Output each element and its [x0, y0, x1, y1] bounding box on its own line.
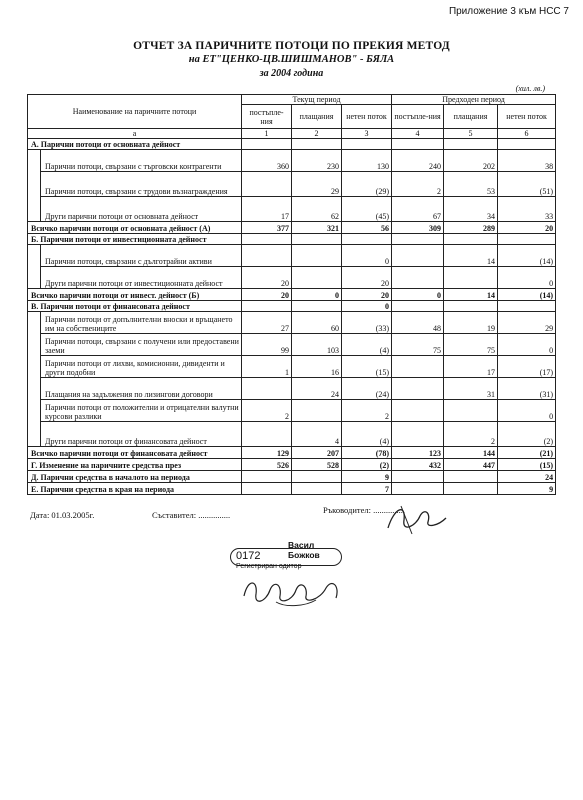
value-cell: 24	[292, 378, 342, 400]
value-cell: 2	[342, 400, 392, 422]
value-cell: (24)	[342, 378, 392, 400]
value-cell: 20	[242, 289, 292, 301]
value-cell: 20	[498, 222, 556, 234]
value-cell: (51)	[498, 172, 556, 197]
header-previous-period: Предходен период	[392, 95, 556, 105]
header-net-current: нетен поток	[342, 105, 392, 129]
row-indent	[28, 378, 41, 400]
value-cell: 289	[444, 222, 498, 234]
value-cell: 2	[242, 400, 292, 422]
header-inflows-previous: постъпле-ния	[392, 105, 444, 129]
value-cell: 29	[498, 312, 556, 334]
value-cell	[242, 471, 292, 483]
row-indent	[28, 197, 41, 222]
value-cell: (15)	[498, 459, 556, 471]
value-cell	[444, 139, 498, 150]
compiler-signature-line: Съставител: ...............	[152, 510, 231, 520]
value-cell: 60	[292, 312, 342, 334]
value-cell: 0	[392, 289, 444, 301]
row-label: Всичко парични потоци от финансовата дейност	[28, 447, 242, 459]
table-row	[28, 222, 556, 234]
row-label: Парични потоци, свързани с получени или предоставени заеми	[41, 334, 242, 356]
value-cell: 144	[444, 447, 498, 459]
value-cell: 377	[242, 222, 292, 234]
value-cell: 67	[392, 197, 444, 222]
value-cell: 34	[444, 197, 498, 222]
value-cell: (14)	[498, 245, 556, 267]
value-cell	[292, 267, 342, 289]
value-cell	[392, 400, 444, 422]
col-number: 4	[392, 129, 444, 139]
units-label: (хил. лв.)	[515, 84, 545, 93]
value-cell: 2	[392, 172, 444, 197]
value-cell: 0	[292, 289, 342, 301]
value-cell	[498, 234, 556, 245]
table-row	[28, 483, 556, 495]
row-label: Други парични потоци от основната дейност	[41, 197, 242, 222]
value-cell: 321	[292, 222, 342, 234]
row-label: Парични потоци, свързани с търговски контрагенти	[41, 150, 242, 172]
value-cell: (78)	[342, 447, 392, 459]
value-cell: 48	[392, 312, 444, 334]
value-cell: 17	[444, 356, 498, 378]
col-number: 6	[498, 129, 556, 139]
value-cell: 53	[444, 172, 498, 197]
row-label: Д. Парични средства в началото на периода	[28, 471, 242, 483]
value-cell: 14	[444, 289, 498, 301]
value-cell	[444, 267, 498, 289]
value-cell: (21)	[498, 447, 556, 459]
value-cell: 62	[292, 197, 342, 222]
table-row	[28, 422, 556, 447]
stamp-first-name: Васил	[288, 540, 315, 550]
value-cell	[498, 139, 556, 150]
row-indent	[28, 267, 41, 289]
value-cell: 2	[444, 422, 498, 447]
value-cell: (2)	[342, 459, 392, 471]
row-label: Парични потоци, свързани с дълготрайни активи	[41, 245, 242, 267]
table-row	[28, 459, 556, 471]
col-number: 5	[444, 129, 498, 139]
value-cell: 1	[242, 356, 292, 378]
value-cell: (31)	[498, 378, 556, 400]
header-net-previous: нетен поток	[498, 105, 556, 129]
row-label: Други парични потоци от инвестиционната дейност	[41, 267, 242, 289]
row-label: В. Парични потоци от финансовата дейност	[28, 301, 242, 312]
value-cell: 38	[498, 150, 556, 172]
value-cell	[392, 356, 444, 378]
table-row	[28, 245, 556, 267]
value-cell: (4)	[342, 422, 392, 447]
value-cell: 20	[242, 267, 292, 289]
value-cell: 9	[342, 471, 392, 483]
value-cell: 309	[392, 222, 444, 234]
stamp-role: Регистриран одитор	[236, 563, 302, 570]
value-cell: 130	[342, 150, 392, 172]
col-number: 3	[342, 129, 392, 139]
row-indent	[28, 172, 41, 197]
value-cell	[392, 378, 444, 400]
value-cell: 4	[292, 422, 342, 447]
value-cell	[342, 234, 392, 245]
value-cell	[292, 245, 342, 267]
stamp-last-name: Божков	[288, 550, 320, 560]
row-indent	[28, 150, 41, 172]
row-label: А. Парични потоци от основната дейност	[28, 139, 242, 150]
manager-signature-line: Ръководител: ...............	[323, 505, 405, 515]
value-cell	[392, 234, 444, 245]
row-label: Г. Изменение на паричните средства през	[28, 459, 242, 471]
appendix-label: Приложение 3 към НСС 7	[448, 6, 569, 17]
row-label: Е. Парични средства в края на периода	[28, 483, 242, 495]
value-cell: 24	[498, 471, 556, 483]
value-cell	[444, 483, 498, 495]
row-label: Плащания на задължения по лизингови договори	[41, 378, 242, 400]
auditor-stamp	[230, 540, 350, 570]
row-label: Всичко парични потоци от основната дейност (А)	[28, 222, 242, 234]
value-cell	[292, 471, 342, 483]
value-cell	[242, 301, 292, 312]
value-cell: 20	[342, 267, 392, 289]
value-cell: 0	[498, 334, 556, 356]
value-cell	[392, 245, 444, 267]
value-cell: 27	[242, 312, 292, 334]
cash-flow-table	[27, 94, 556, 495]
row-indent	[28, 422, 41, 447]
value-cell: 0	[342, 301, 392, 312]
row-label: Б. Парични потоци от инвестиционната дейност	[28, 234, 242, 245]
value-cell: 56	[342, 222, 392, 234]
value-cell: 0	[498, 400, 556, 422]
auditor-signature	[236, 572, 356, 612]
header-payments-previous: плащания	[444, 105, 498, 129]
report-date: Дата: 01.03.2005г.	[30, 510, 95, 520]
value-cell: 528	[292, 459, 342, 471]
table-row	[28, 312, 556, 334]
value-cell: 19	[444, 312, 498, 334]
company-name: на ЕТ"ЦЕНКО-ЦВ.ШИШМАНОВ" - БЯЛА	[188, 54, 395, 65]
value-cell: 16	[292, 356, 342, 378]
value-cell	[444, 400, 498, 422]
table-row	[28, 378, 556, 400]
value-cell	[444, 234, 498, 245]
row-indent	[28, 356, 41, 378]
value-cell: 526	[242, 459, 292, 471]
value-cell: 17	[242, 197, 292, 222]
row-label: Парични потоци от лихви, комисионни, дивиденти и други подобни	[41, 356, 242, 378]
report-period: за 2004 година	[259, 68, 324, 79]
value-cell	[242, 378, 292, 400]
value-cell: 33	[498, 197, 556, 222]
value-cell: (14)	[498, 289, 556, 301]
value-cell	[242, 172, 292, 197]
table-row	[28, 400, 556, 422]
value-cell: 0	[498, 267, 556, 289]
value-cell: 20	[342, 289, 392, 301]
value-cell	[242, 483, 292, 495]
row-label: Парични потоци от положителни и отрицателни валутни курсови разлики	[41, 400, 242, 422]
value-cell: 230	[292, 150, 342, 172]
value-cell: 9	[498, 483, 556, 495]
value-cell: 447	[444, 459, 498, 471]
header-name: Наименование на паричните потоци	[28, 95, 242, 129]
value-cell: (4)	[342, 334, 392, 356]
value-cell	[392, 483, 444, 495]
value-cell: 103	[292, 334, 342, 356]
table-row	[28, 289, 556, 301]
value-cell: 432	[392, 459, 444, 471]
table-row	[28, 356, 556, 378]
value-cell	[292, 400, 342, 422]
value-cell: 207	[292, 447, 342, 459]
table-row	[28, 139, 556, 150]
row-indent	[28, 312, 41, 334]
value-cell	[242, 139, 292, 150]
value-cell: (2)	[498, 422, 556, 447]
manager-signature	[376, 498, 456, 538]
value-cell	[242, 234, 292, 245]
col-number: 1	[242, 129, 292, 139]
table-row	[28, 471, 556, 483]
value-cell: (29)	[342, 172, 392, 197]
value-cell: 129	[242, 447, 292, 459]
table-row	[28, 301, 556, 312]
value-cell	[498, 301, 556, 312]
header-payments-current: плащания	[292, 105, 342, 129]
value-cell: (45)	[342, 197, 392, 222]
value-cell: 360	[242, 150, 292, 172]
col-number: а	[28, 129, 242, 139]
row-label: Всичко парични потоци от инвест. дейност (Б)	[28, 289, 242, 301]
value-cell	[392, 301, 444, 312]
value-cell: 31	[444, 378, 498, 400]
value-cell: 75	[392, 334, 444, 356]
value-cell	[292, 139, 342, 150]
table-row	[28, 150, 556, 172]
row-indent	[28, 400, 41, 422]
value-cell	[242, 245, 292, 267]
value-cell: 14	[444, 245, 498, 267]
table-row	[28, 197, 556, 222]
header-inflows-current: постъпле-ния	[242, 105, 292, 129]
value-cell: 202	[444, 150, 498, 172]
value-cell	[242, 422, 292, 447]
value-cell	[392, 471, 444, 483]
value-cell: 29	[292, 172, 342, 197]
row-label: Парични потоци, свързани с трудови възнаграждения	[41, 172, 242, 197]
value-cell	[392, 422, 444, 447]
value-cell	[342, 139, 392, 150]
table-row	[28, 172, 556, 197]
row-label: Други парични потоци от финансовата дейност	[41, 422, 242, 447]
row-label: Парични потоци от допълнителни вноски и връщането им на собствениците	[41, 312, 242, 334]
value-cell: (33)	[342, 312, 392, 334]
value-cell	[292, 483, 342, 495]
value-cell: 240	[392, 150, 444, 172]
value-cell: 0	[342, 245, 392, 267]
value-cell: 99	[242, 334, 292, 356]
value-cell: (17)	[498, 356, 556, 378]
table-row	[28, 334, 556, 356]
value-cell	[292, 234, 342, 245]
row-indent	[28, 334, 41, 356]
row-indent	[28, 245, 41, 267]
value-cell: 7	[342, 483, 392, 495]
value-cell	[392, 267, 444, 289]
col-number: 2	[292, 129, 342, 139]
value-cell	[444, 471, 498, 483]
header-current-period: Текущ период	[242, 95, 392, 105]
value-cell: 75	[444, 334, 498, 356]
table-row	[28, 447, 556, 459]
report-title: ОТЧЕТ ЗА ПАРИЧНИТЕ ПОТОЦИ ПО ПРЕКИЯ МЕТОД	[133, 40, 450, 52]
value-cell	[292, 301, 342, 312]
table-row	[28, 234, 556, 245]
stamp-number: 0172	[236, 550, 261, 562]
value-cell: 123	[392, 447, 444, 459]
value-cell: (15)	[342, 356, 392, 378]
value-cell	[392, 139, 444, 150]
value-cell	[444, 301, 498, 312]
table-row	[28, 267, 556, 289]
